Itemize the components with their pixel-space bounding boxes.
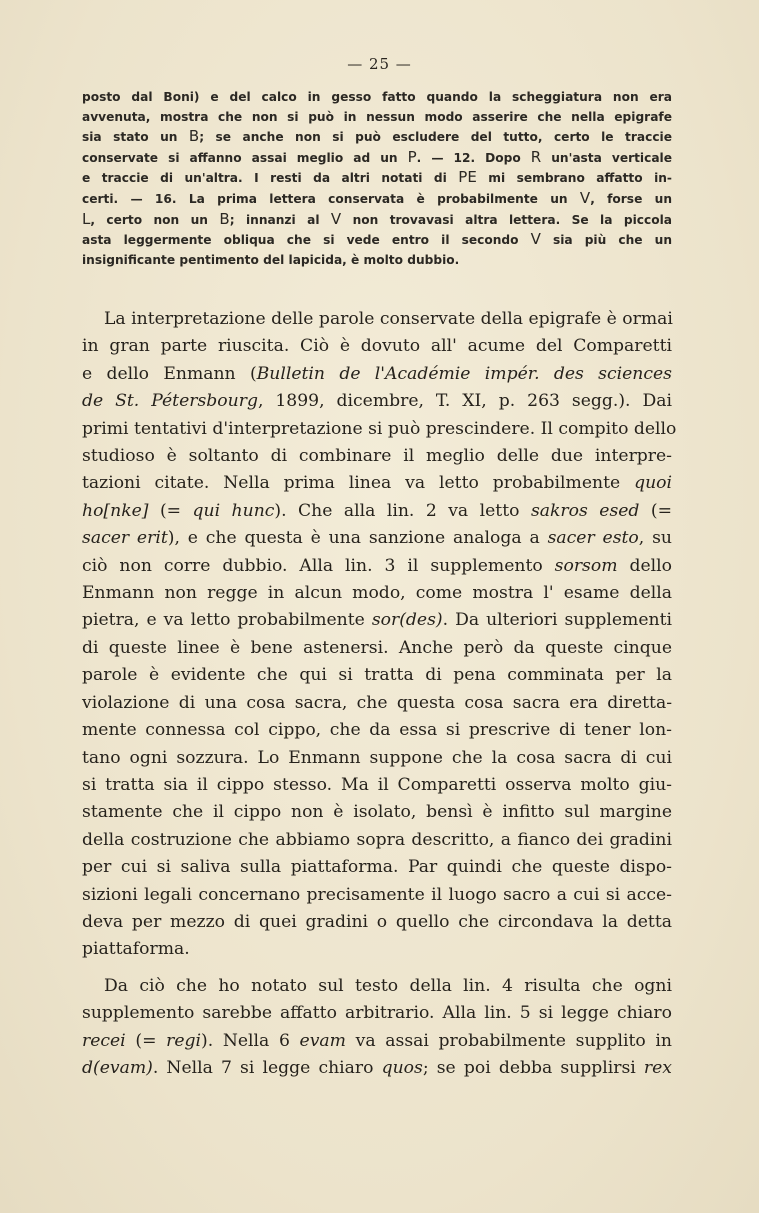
text-line: mente connessa col cippo, che da essa si prescrive di tener lon- bbox=[82, 720, 672, 741]
text-line: ho[nke] (= qui hunc). Che alla lin. 2 va letto sakros esed (= bbox=[82, 500, 673, 521]
italic-text: rex bbox=[643, 1057, 672, 1078]
italic-text: Bulletin de l'Académie impér. des sciences bbox=[256, 363, 672, 384]
text-line: ciò non corre dubbio. Alla lin. 3 il supplemento sorsom dello bbox=[82, 555, 672, 576]
epigraph-letter: B bbox=[188, 127, 200, 146]
text-line: sizioni legali concernano precisamente il luogo sacro a cui si acce- bbox=[82, 884, 672, 905]
main-text-block bbox=[82, 306, 677, 1082]
text-line: d(evam). Nella 7 si legge chiaro quos; se poi debba supplirsi rex bbox=[82, 1057, 672, 1078]
italic-text: sor(des) bbox=[371, 610, 443, 631]
italic-text: quoi bbox=[634, 473, 672, 494]
italic-text: de St. Pétersbourg bbox=[82, 391, 258, 412]
text-line: parole è evidente che qui si tratta di pena comminata per la bbox=[82, 665, 672, 686]
italic-text: evam bbox=[299, 1030, 346, 1051]
footnote-line: e traccie di un'altra. I resti da altri notati di PE mi sembrano affatto in- bbox=[82, 168, 672, 187]
epigraph-letter: R bbox=[530, 147, 542, 166]
epigraph-letter: V bbox=[579, 188, 591, 207]
italic-text: quos bbox=[381, 1057, 423, 1078]
text-line: pietra, e va letto probabilmente sor(des). Da ulteriori supplementi bbox=[82, 610, 672, 631]
footnote-line: certi. — 16. La prima lettera conservata è probabilmente un V, forse un bbox=[82, 188, 672, 207]
footnote-line: sia stato un B; se anche non si può escludere del tutto, certo le traccie bbox=[82, 127, 672, 146]
epigraph-letter: P bbox=[407, 147, 417, 166]
italic-text: sacer esto bbox=[547, 528, 639, 549]
text-line: piattaforma. bbox=[82, 939, 190, 960]
text-line: e dello Enmann (Bulletin de l'Académie impér. des sciences bbox=[82, 363, 672, 384]
italic-text: recei bbox=[82, 1030, 126, 1051]
epigraph-letter: V bbox=[530, 230, 541, 249]
text-line: primi tentativi d'interpretazione si può prescindere. Il compito dello bbox=[82, 418, 677, 439]
footnote-line: posto dal Boni) e del calco in gesso fatto quando la scheggiatura non era bbox=[82, 90, 672, 104]
text-line: tano ogni sozzura. Lo Enmann suppone che la cosa sacra di cui bbox=[82, 747, 672, 768]
text-line: Enmann non regge in alcun modo, come mostra l' esame della bbox=[82, 583, 672, 604]
italic-text: = qui hunc bbox=[166, 500, 275, 521]
footnote-line: asta leggermente obliqua che si vede entro il secondo V sia più che un bbox=[82, 230, 673, 249]
footnote-line: L, certo non un B; innanzi al V non trovavasi altra lettera. Se la piccola bbox=[82, 209, 672, 228]
text-line: sacer erit), e che questa è una sanzione analoga a sacer esto, su bbox=[82, 528, 672, 549]
footnote-line: avvenuta, mostra che non si può in nessun modo asserire che nella epigrafe bbox=[82, 109, 672, 124]
italic-text: sacer erit bbox=[82, 528, 168, 549]
text-line: stamente che il cippo non è isolato, bensì è infitto sul margine bbox=[82, 802, 672, 823]
text-line: recei (= regi). Nella 6 evam va assai probabilmente supplito in bbox=[82, 1030, 672, 1051]
text-line: della costruzione che abbiamo sopra descritto, a fianco dei gradini bbox=[82, 829, 672, 850]
italic-text: ho[nke] bbox=[82, 500, 149, 521]
footnote-block bbox=[82, 88, 672, 270]
text-line: si tratta sia il cippo stesso. Ma il Comparetti osserva molto giu- bbox=[82, 774, 672, 795]
text-line: per cui si saliva sulla piattaforma. Par quindi che queste dispo- bbox=[82, 857, 672, 878]
text-line: supplemento sarebbe affatto arbitrario. Alla lin. 5 si legge chiaro bbox=[82, 1003, 672, 1024]
text-line: di queste linee è bene astenersi. Anche però da queste cinque bbox=[82, 637, 672, 658]
italic-text: sakros esed bbox=[530, 500, 640, 521]
paragraph-gap bbox=[82, 964, 672, 973]
text-line: violazione di una cosa sacra, che questa cosa sacra era diretta- bbox=[82, 692, 672, 713]
epigraph-letter: B bbox=[219, 209, 230, 228]
italic-text: sorsom bbox=[554, 555, 618, 576]
text-line: tazioni citate. Nella prima linea va letto probabilmente quoi bbox=[82, 473, 672, 494]
italic-text: d(evam) bbox=[82, 1057, 153, 1078]
text-line: Da ciò che ho notato sul testo della lin. 4 risulta che ogni bbox=[104, 975, 672, 996]
italic-text: = regi bbox=[142, 1030, 202, 1051]
epigraph-letter: PE bbox=[458, 168, 477, 187]
text-line: in gran parte riuscita. Ciò è dovuto all' acume del Comparetti bbox=[82, 336, 672, 357]
epigraph-letter: V bbox=[330, 209, 342, 228]
page-number: — 25 — bbox=[347, 55, 412, 73]
footnote-line: insignificante pentimento del lapicida, è molto dubbio. bbox=[82, 252, 460, 267]
text-line: de St. Pétersbourg, 1899, dicembre, T. XI, p. 263 segg.). Dai bbox=[82, 391, 673, 412]
text-line: deva per mezzo di quei gradini o quello che circondava la detta bbox=[82, 911, 672, 932]
epigraph-letter: L bbox=[82, 209, 91, 228]
text-line: La interpretazione delle parole conservate della epigrafe è ormai bbox=[104, 309, 673, 329]
footnote-line: conservate si affanno assai meglio ad un P. — 12. Dopo R un'asta verticale bbox=[82, 147, 673, 166]
text-line: studioso è soltanto di combinare il meglio delle due interpre- bbox=[82, 446, 672, 467]
